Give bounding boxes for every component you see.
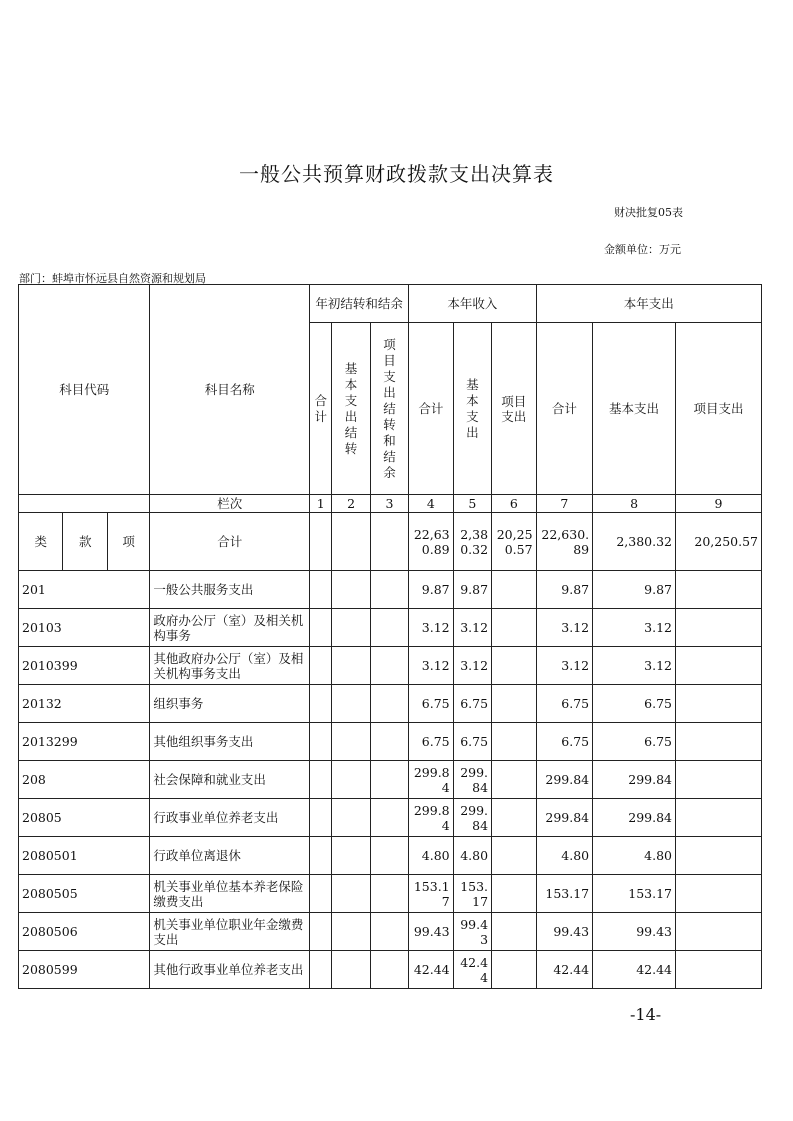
row-income-total: 42.44 [409,951,453,989]
row-carry-basic [332,647,370,685]
row-expense-basic: 6.75 [593,723,676,761]
row-code: 2080501 [19,837,150,875]
row-income-total: 99.43 [409,913,453,951]
row-carry-basic [332,571,370,609]
row-name: 政府办公厅（室）及相关机构事务 [150,609,310,647]
row-income-total: 153.17 [409,875,453,913]
row-expense-basic: 299.84 [593,761,676,799]
row-expense-project [676,647,762,685]
row-income-basic: 153.17 [453,875,491,913]
row-expense-total: 3.12 [536,647,593,685]
row-expense-project [676,685,762,723]
total-row [19,513,762,571]
row-name: 其他组织事务支出 [150,723,310,761]
row-expense-project [676,761,762,799]
row-income-basic: 299.84 [453,761,491,799]
row-carry-total [310,837,332,875]
header-expense-total: 合计 [536,323,593,495]
row-expense-project [676,913,762,951]
row-expense-basic: 99.43 [593,913,676,951]
row-expense-total: 6.75 [536,723,593,761]
row-name: 一般公共服务支出 [150,571,310,609]
header-group-carryover: 年初结转和结余 [310,285,409,323]
row-income-project [492,875,536,913]
row-name: 社会保障和就业支出 [150,761,310,799]
row-income-project [492,647,536,685]
total-income-total: 22,630.89 [409,513,453,571]
row-income-project [492,685,536,723]
row-carry-total [310,571,332,609]
header-income-basic: 基本支出 [453,323,491,495]
col-index: 4 [409,495,453,513]
row-expense-total: 9.87 [536,571,593,609]
row-code: 2013299 [19,723,150,761]
row-income-basic: 6.75 [453,723,491,761]
department-label: 部门：蚌埠市怀远县自然资源和规划局 [19,272,206,285]
row-expense-basic: 3.12 [593,609,676,647]
header-expense-basic: 基本支出 [593,323,676,495]
row-income-project [492,951,536,989]
table-row [19,761,762,799]
header-carry-project: 项目支出结转和结余 [370,323,408,495]
form-code: 财决批复05表 [614,206,683,219]
row-index-label: 栏次 [150,495,310,513]
row-code: 20805 [19,799,150,837]
row-income-total: 4.80 [409,837,453,875]
row-name: 其他政府办公厅（室）及相关机构事务支出 [150,647,310,685]
table-row [19,837,762,875]
row-expense-project [676,723,762,761]
row-expense-total: 99.43 [536,913,593,951]
row-income-basic: 9.87 [453,571,491,609]
row-carry-basic [332,685,370,723]
row-income-total: 299.84 [409,799,453,837]
table-row [19,647,762,685]
row-expense-total: 3.12 [536,609,593,647]
row-carry-project [370,609,408,647]
row-income-total: 299.84 [409,761,453,799]
header-income-total: 合计 [409,323,453,495]
col-index: 8 [593,495,676,513]
row-carry-project [370,723,408,761]
row-carry-total [310,685,332,723]
row-code: 2080505 [19,875,150,913]
table-row [19,951,762,989]
total-expense-total: 22,630.89 [536,513,593,571]
row-income-basic: 42.44 [453,951,491,989]
row-income-project [492,837,536,875]
total-expense-basic: 2,380.32 [593,513,676,571]
row-carry-total [310,951,332,989]
expenditure-table [18,284,762,989]
row-expense-basic: 42.44 [593,951,676,989]
row-expense-project [676,571,762,609]
page-title: 一般公共预算财政拨款支出决算表 [239,162,554,186]
total-expense-project: 20,250.57 [676,513,762,571]
header-group-expense: 本年支出 [536,285,761,323]
table-row [19,799,762,837]
row-expense-basic: 299.84 [593,799,676,837]
row-income-basic: 6.75 [453,685,491,723]
row-income-total: 3.12 [409,647,453,685]
row-carry-project [370,913,408,951]
row-income-project [492,913,536,951]
total-income-project: 20,250.57 [492,513,536,571]
header-carry-basic: 基本支出结转 [332,323,370,495]
row-carry-basic [332,875,370,913]
row-expense-total: 299.84 [536,761,593,799]
row-income-basic: 3.12 [453,647,491,685]
row-expense-project [676,951,762,989]
row-carry-total [310,609,332,647]
row-expense-total: 6.75 [536,685,593,723]
kind-xiang: 项 [107,513,149,571]
table-row [19,723,762,761]
row-expense-total: 153.17 [536,875,593,913]
kind-kuan: 款 [63,513,107,571]
row-carry-project [370,837,408,875]
total-income-basic: 2,380.32 [453,513,491,571]
row-carry-basic [332,951,370,989]
row-income-project [492,799,536,837]
row-income-basic: 4.80 [453,837,491,875]
header-income-project: 项目支出 [492,323,536,495]
row-expense-project [676,799,762,837]
row-expense-basic: 6.75 [593,685,676,723]
row-expense-basic: 4.80 [593,837,676,875]
row-carry-project [370,875,408,913]
row-code: 2080599 [19,951,150,989]
row-carry-project [370,685,408,723]
row-code: 2080506 [19,913,150,951]
row-carry-basic [332,913,370,951]
row-income-basic: 3.12 [453,609,491,647]
row-carry-project [370,799,408,837]
table-row [19,685,762,723]
table-row [19,913,762,951]
header-carry-total: 合计 [310,323,332,495]
row-name: 机关事业单位职业年金缴费支出 [150,913,310,951]
row-name: 行政事业单位养老支出 [150,799,310,837]
row-expense-project [676,875,762,913]
row-code: 208 [19,761,150,799]
row-income-total: 6.75 [409,723,453,761]
row-name: 组织事务 [150,685,310,723]
row-expense-project [676,609,762,647]
row-carry-total [310,799,332,837]
col-index: 2 [332,495,370,513]
col-index: 6 [492,495,536,513]
row-carry-total [310,647,332,685]
row-carry-total [310,875,332,913]
col-index: 7 [536,495,593,513]
row-code: 20103 [19,609,150,647]
row-carry-basic [332,799,370,837]
row-carry-total [310,723,332,761]
page-number: -14- [630,1005,662,1024]
row-name: 行政单位离退休 [150,837,310,875]
row-carry-basic [332,723,370,761]
row-expense-basic: 3.12 [593,647,676,685]
row-income-project [492,609,536,647]
row-expense-project [676,837,762,875]
row-expense-total: 4.80 [536,837,593,875]
row-carry-project [370,571,408,609]
row-carry-basic [332,609,370,647]
row-carry-basic [332,837,370,875]
table-row [19,571,762,609]
row-income-total: 9.87 [409,571,453,609]
row-name: 机关事业单位基本养老保险缴费支出 [150,875,310,913]
table-row [19,875,762,913]
row-income-project [492,723,536,761]
row-code: 2010399 [19,647,150,685]
row-carry-project [370,761,408,799]
row-carry-basic [332,761,370,799]
row-expense-basic: 153.17 [593,875,676,913]
row-expense-basic: 9.87 [593,571,676,609]
row-expense-total: 42.44 [536,951,593,989]
row-carry-total [310,761,332,799]
header-code: 科目代码 [19,285,150,495]
row-income-total: 6.75 [409,685,453,723]
total-label: 合计 [150,513,310,571]
row-income-basic: 299.84 [453,799,491,837]
row-expense-total: 299.84 [536,799,593,837]
table-row [19,609,762,647]
row-income-project [492,571,536,609]
kind-lei: 类 [19,513,63,571]
header-group-income: 本年收入 [409,285,536,323]
row-carry-project [370,647,408,685]
row-code: 201 [19,571,150,609]
col-index: 5 [453,495,491,513]
header-expense-project: 项目支出 [676,323,762,495]
amount-unit: 金额单位：万元 [604,243,681,256]
row-income-basic: 99.43 [453,913,491,951]
row-carry-project [370,951,408,989]
row-income-project [492,761,536,799]
col-index: 9 [676,495,762,513]
row-code: 20132 [19,685,150,723]
header-name: 科目名称 [150,285,310,495]
col-index: 1 [310,495,332,513]
row-name: 其他行政事业单位养老支出 [150,951,310,989]
row-carry-total [310,913,332,951]
col-index: 3 [370,495,408,513]
row-income-total: 3.12 [409,609,453,647]
